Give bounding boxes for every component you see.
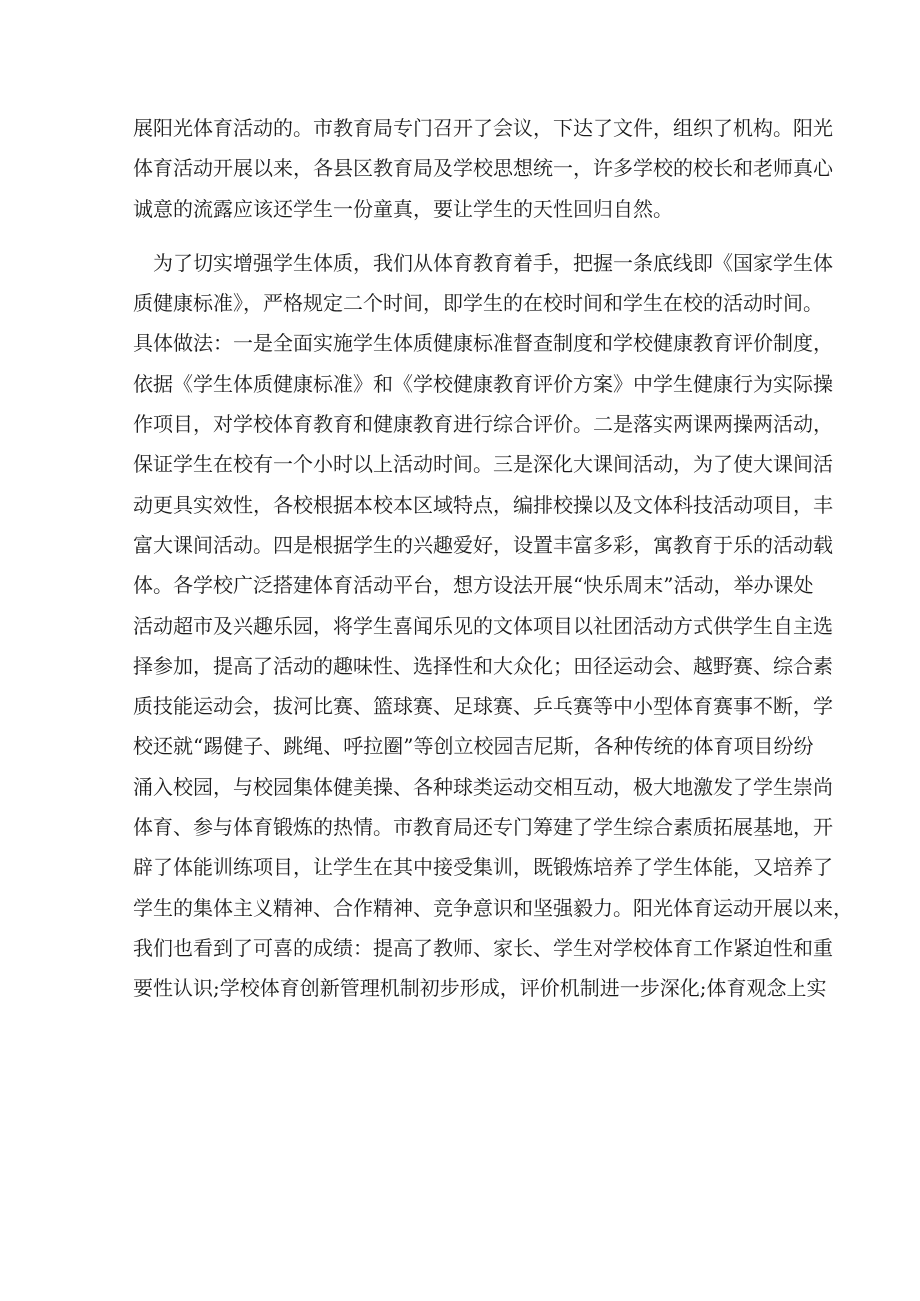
text-line: 具体做法：一是全面实施学生体质健康标准督查制度和学校健康教育评价制度，: [133, 331, 833, 356]
text-line: 要性认识;学校体育创新管理机制初步形成，评价机制进一步深化;体育观念上实: [133, 976, 827, 1001]
text-line-first: 为了切实增强学生体质，我们从体育教育着手，把握一条底线即《国家学生体: [153, 250, 833, 275]
text-line: 体育活动开展以来，各县区教育局及学校思想统一，许多学校的校长和老师真心: [133, 156, 833, 181]
text-line: 富大课间活动。四是根据学生的兴趣爱好，设置丰富多彩，寓教育于乐的活动载: [133, 532, 833, 557]
text-line: 辟了体能训练项目，让学生在其中接受集训，既锻炼培养了学生体能，又培养了: [133, 855, 833, 880]
text-line: 质健康标准》，严格规定二个时间，即学生的在校时间和学生在校的活动时间。: [133, 291, 823, 316]
text-line: 质技能运动会，拔河比赛、篮球赛、足球赛、乒乓赛等中小型体育赛事不断，学: [133, 694, 833, 719]
paragraph-gap: [133, 229, 795, 243]
text-line: 择参加，提高了活动的趣味性、选择性和大众化；田径运动会、越野赛、综合素: [133, 653, 833, 678]
text-line: 依据《学生体质健康标准》和《学校健康教育评价方案》中学生健康行为实际操: [133, 371, 833, 396]
text-line: 展阳光体育活动的。市教育局专门召开了会议，下达了文件，组织了机构。阳光: [133, 116, 833, 140]
text-line: 体育、参与体育锻炼的热情。市教育局还专门筹建了学生综合素质拓展基地，开: [133, 815, 833, 840]
text-line: 活动超市及兴趣乐园，将学生喜闻乐见的文体项目以社团活动方式供学生自主选: [133, 613, 833, 638]
text-line: 我们也看到了可喜的成绩：提高了教师、家长、学生对学校体育工作紧迫性和重: [133, 935, 833, 960]
text-line: 体。各学校广泛搭建体育活动平台，想方设法开展“快乐周末”活动，举办课处: [133, 573, 814, 598]
text-line: 诚意的流露应该还学生一份童真，要让学生的天性回归自然。: [133, 196, 673, 221]
text-line: 动更具实效性，各校根据本校本区域特点，编排校操以及文体科技活动项目，丰: [133, 492, 833, 517]
paragraph-2: [133, 243, 853, 1009]
document-body: [133, 108, 853, 1009]
text-line: 涌入校园，与校园集体健美操、各种球类运动交相互动，极大地激发了学生崇尚: [133, 774, 833, 799]
text-line: 保证学生在校有一个小时以上活动时间。三是深化大课间活动，为了使大课间活: [133, 452, 833, 477]
text-line: 学生的集体主义精神、合作精神、竞争意识和坚强毅力。阳光体育运动开展以来，: [133, 895, 853, 920]
paragraph-1: [133, 108, 833, 229]
text-line: 作项目，对学校体育教育和健康教育进行综合评价。二是落实两课两操两活动，: [133, 412, 833, 437]
text-line: 校还就“踢健子、跳绳、呼拉圈”等创立校园吉尼斯，各种传统的体育项目纷纷: [133, 734, 814, 759]
